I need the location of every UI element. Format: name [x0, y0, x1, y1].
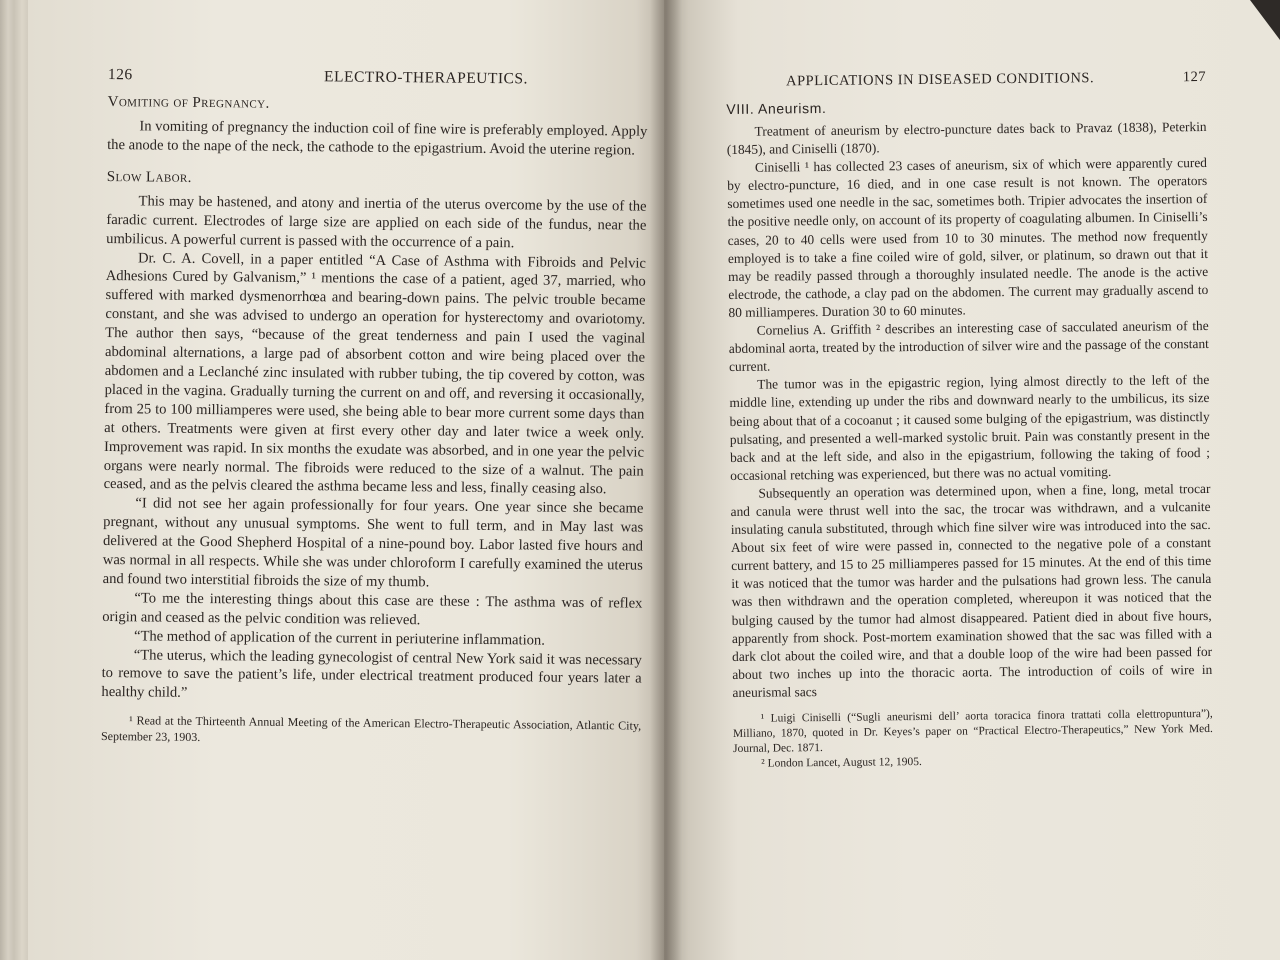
paragraph: In vomiting of pregnancy the induction coil of fine wire is preferably employed. Apply the anode to the nape of the neck, the cathode to the epigastrium. Avoid the uterine region. [107, 118, 648, 159]
paragraph: “To me the interesting things about this case are these : The asthma was of reflex origin and ceased as the pelvic condition was relieved. [102, 590, 643, 629]
paragraph: Treatment of aneurism by electro-puncture dates back to Pravaz (1838), Peterkin (1845), and Ciniselli (1870). [726, 118, 1207, 158]
background-corner [1250, 0, 1280, 40]
running-head: ELECTRO-THERAPEUTICS. [323, 68, 528, 88]
left-running-header [108, 66, 648, 90]
paragraph: Cornelius A. Griffith ² describes an interesting case of sacculated aneurism of the abdominal aorta, treated by the introduction of silver wire and the passage of the constant current. [728, 317, 1209, 375]
footnote: ¹ Luigi Ciniselli (“Sugli aneurismi dell’ aorta toracica finora trattati colla elettropuntura”), Milliano, 1870, quoted in Dr. Keyes’s paper on “Practical Electro-Therapeutics,” New York Med. Journal, Dec. 1871. [732, 707, 1213, 755]
footnote: ² London Lancet, August 12, 1905. [761, 755, 922, 770]
footnotes [733, 707, 1214, 772]
section-title: Slow Labor. [106, 168, 192, 186]
footnotes [101, 712, 641, 750]
book-gutter [650, 0, 682, 960]
section-title: VIII. Aneurism. [726, 99, 827, 117]
paragraph: “The method of application of the current in periuterine inflammation. [133, 627, 546, 649]
left-page-text [101, 66, 648, 750]
left-page [28, 0, 668, 960]
right-page [664, 0, 1280, 960]
paragraph: “I did not see her again professionally for four years. One year since she became pregnant, without any unusual symptoms. She went to full term, and in May last was delivered at the Good Shepherd Hospital of a nine-pound boy. Labor lasted five hours and was normal in all respects. While she was under chloroform I carefully examined the uterus and found two interstitial fibroids the size of my thumb. [102, 495, 644, 591]
paragraph: This may be hastened, and atony and inertia of the uterus overcome by the use of the faradic current. Electrodes of large size are applied on each side of the fundus, near the umbilicus. A powerful current is passed with the occurrence of a pain. [106, 193, 647, 251]
paragraph: The tumor was in the epigastric region, lying almost directly to the left of the middle line, extending up under the ribs and downward nearly to the umbilicus, its size being about that of a cocoanut ; it caused some bulging of the epigastrium, was distinctly pulsating, and presented a well-marked systolic bruit. Pain was constantly present in the back and at the left side, and also in the epigastrium, following the taking of food ; occasional retching was experienced, but there was no actual vomiting. [729, 372, 1211, 483]
right-page-text [726, 69, 1213, 772]
paragraph: “The uterus, which the leading gynecologist of central New York said it was necessary to remove to save the patient’s life, under electrical treatment produced four years later a healthy child.” [101, 646, 642, 702]
paragraph: Dr. C. A. Covell, in a paper entitled “A Case of Asthma with Fibroids and Pelvic Adhesions Cured by Galvanism,” ¹ mentions the case of a patient, aged 37, married, who suffered with marked dysmenorrhœa and bearing-down pains. The pelvic trouble became constant, and she was advised to undergo an operation for hysterectomy and ovariotomy. The author then says, “because of the great tenderness and pain I used the vaginal abdominal alternations, a large pad of absorbent cotton and wire being placed over the abdomen and a Leclanché zinc insulated with rubber tubing, the tip covered by cotton, was placed in the vagina. Gradually turning the current on and off, and reversing it occasionally, from 25 to 100 milliamperes were used, she being able to bear more current some days than at others. Treatments were given at first every other day and later twice a week only. Improvement was rapid. In six months the exudate was absorbed, and in one year the pelvic organs were nearly normal. The fibroids were reduced to the size of a walnut. The pain ceased, and as the pelvis cleared the asthma became less and less, finally ceasing also. [103, 249, 647, 498]
page-number: 126 [107, 66, 133, 84]
paragraph: Ciniselli ¹ has collected 23 cases of aneurism, six of which were apparently cured by electro-puncture, 16 died, and in one case result is not known. The operators sometimes used one needle in the sac, sometimes both. Tripier advocates the insertion of the positive needle only, on account of its property of coagulating albumen. In Ciniselli’s cases, 20 to 40 cells were used from 10 to 30 minutes. The method now frequently employed is to take a fine coiled wire of gold, silver, or platinum, so drawn out that it may be readily passed through a thoroughly insulated needle. The anode is the active electrode, the cathode, a clay pad on the abdomen. The current may gradually ascend to 80 milliamperes. Duration 30 to 60 minutes. [727, 155, 1209, 320]
paragraph: Subsequently an operation was determined upon, when a fine, long, metal trocar and canula were thrust well into the sac, the trocar was withdrawn, and a vulcanite insulating canula substituted, through which fine silver wire was introduced into the sac. About six feet of wire were passed in, connected to the negative pole of a constant current battery, and 15 to 25 milliamperes passed for 15 minutes. At the end of this time it was noticed that the tumor was harder and the pulsations had grown less. The canula was then withdrawn and the operation completed, whereupon it was noticed that the bulging caused by the tumor had almost disappeared. Patient died in about five hours, apparently from shock. Post-mortem examination showed that the sac was filled with a dark clot about the coiled wire, and that a double loop of the wire had been passed for about two inches up into the thoracic aorta. The introduction of coils of wire in aneurismal sacs [730, 480, 1213, 700]
page-number: 127 [1182, 68, 1207, 86]
running-head: APPLICATIONS IN DISEASED CONDITIONS. [785, 70, 1095, 90]
section-title: Vomiting of Pregnancy. [107, 93, 270, 112]
right-running-header [726, 69, 1206, 91]
footnote: ¹ Read at the Thirteenth Annual Meeting of the American Electro-Therapeutic Association, Atlantic City, September 23, 1903. [100, 713, 642, 745]
